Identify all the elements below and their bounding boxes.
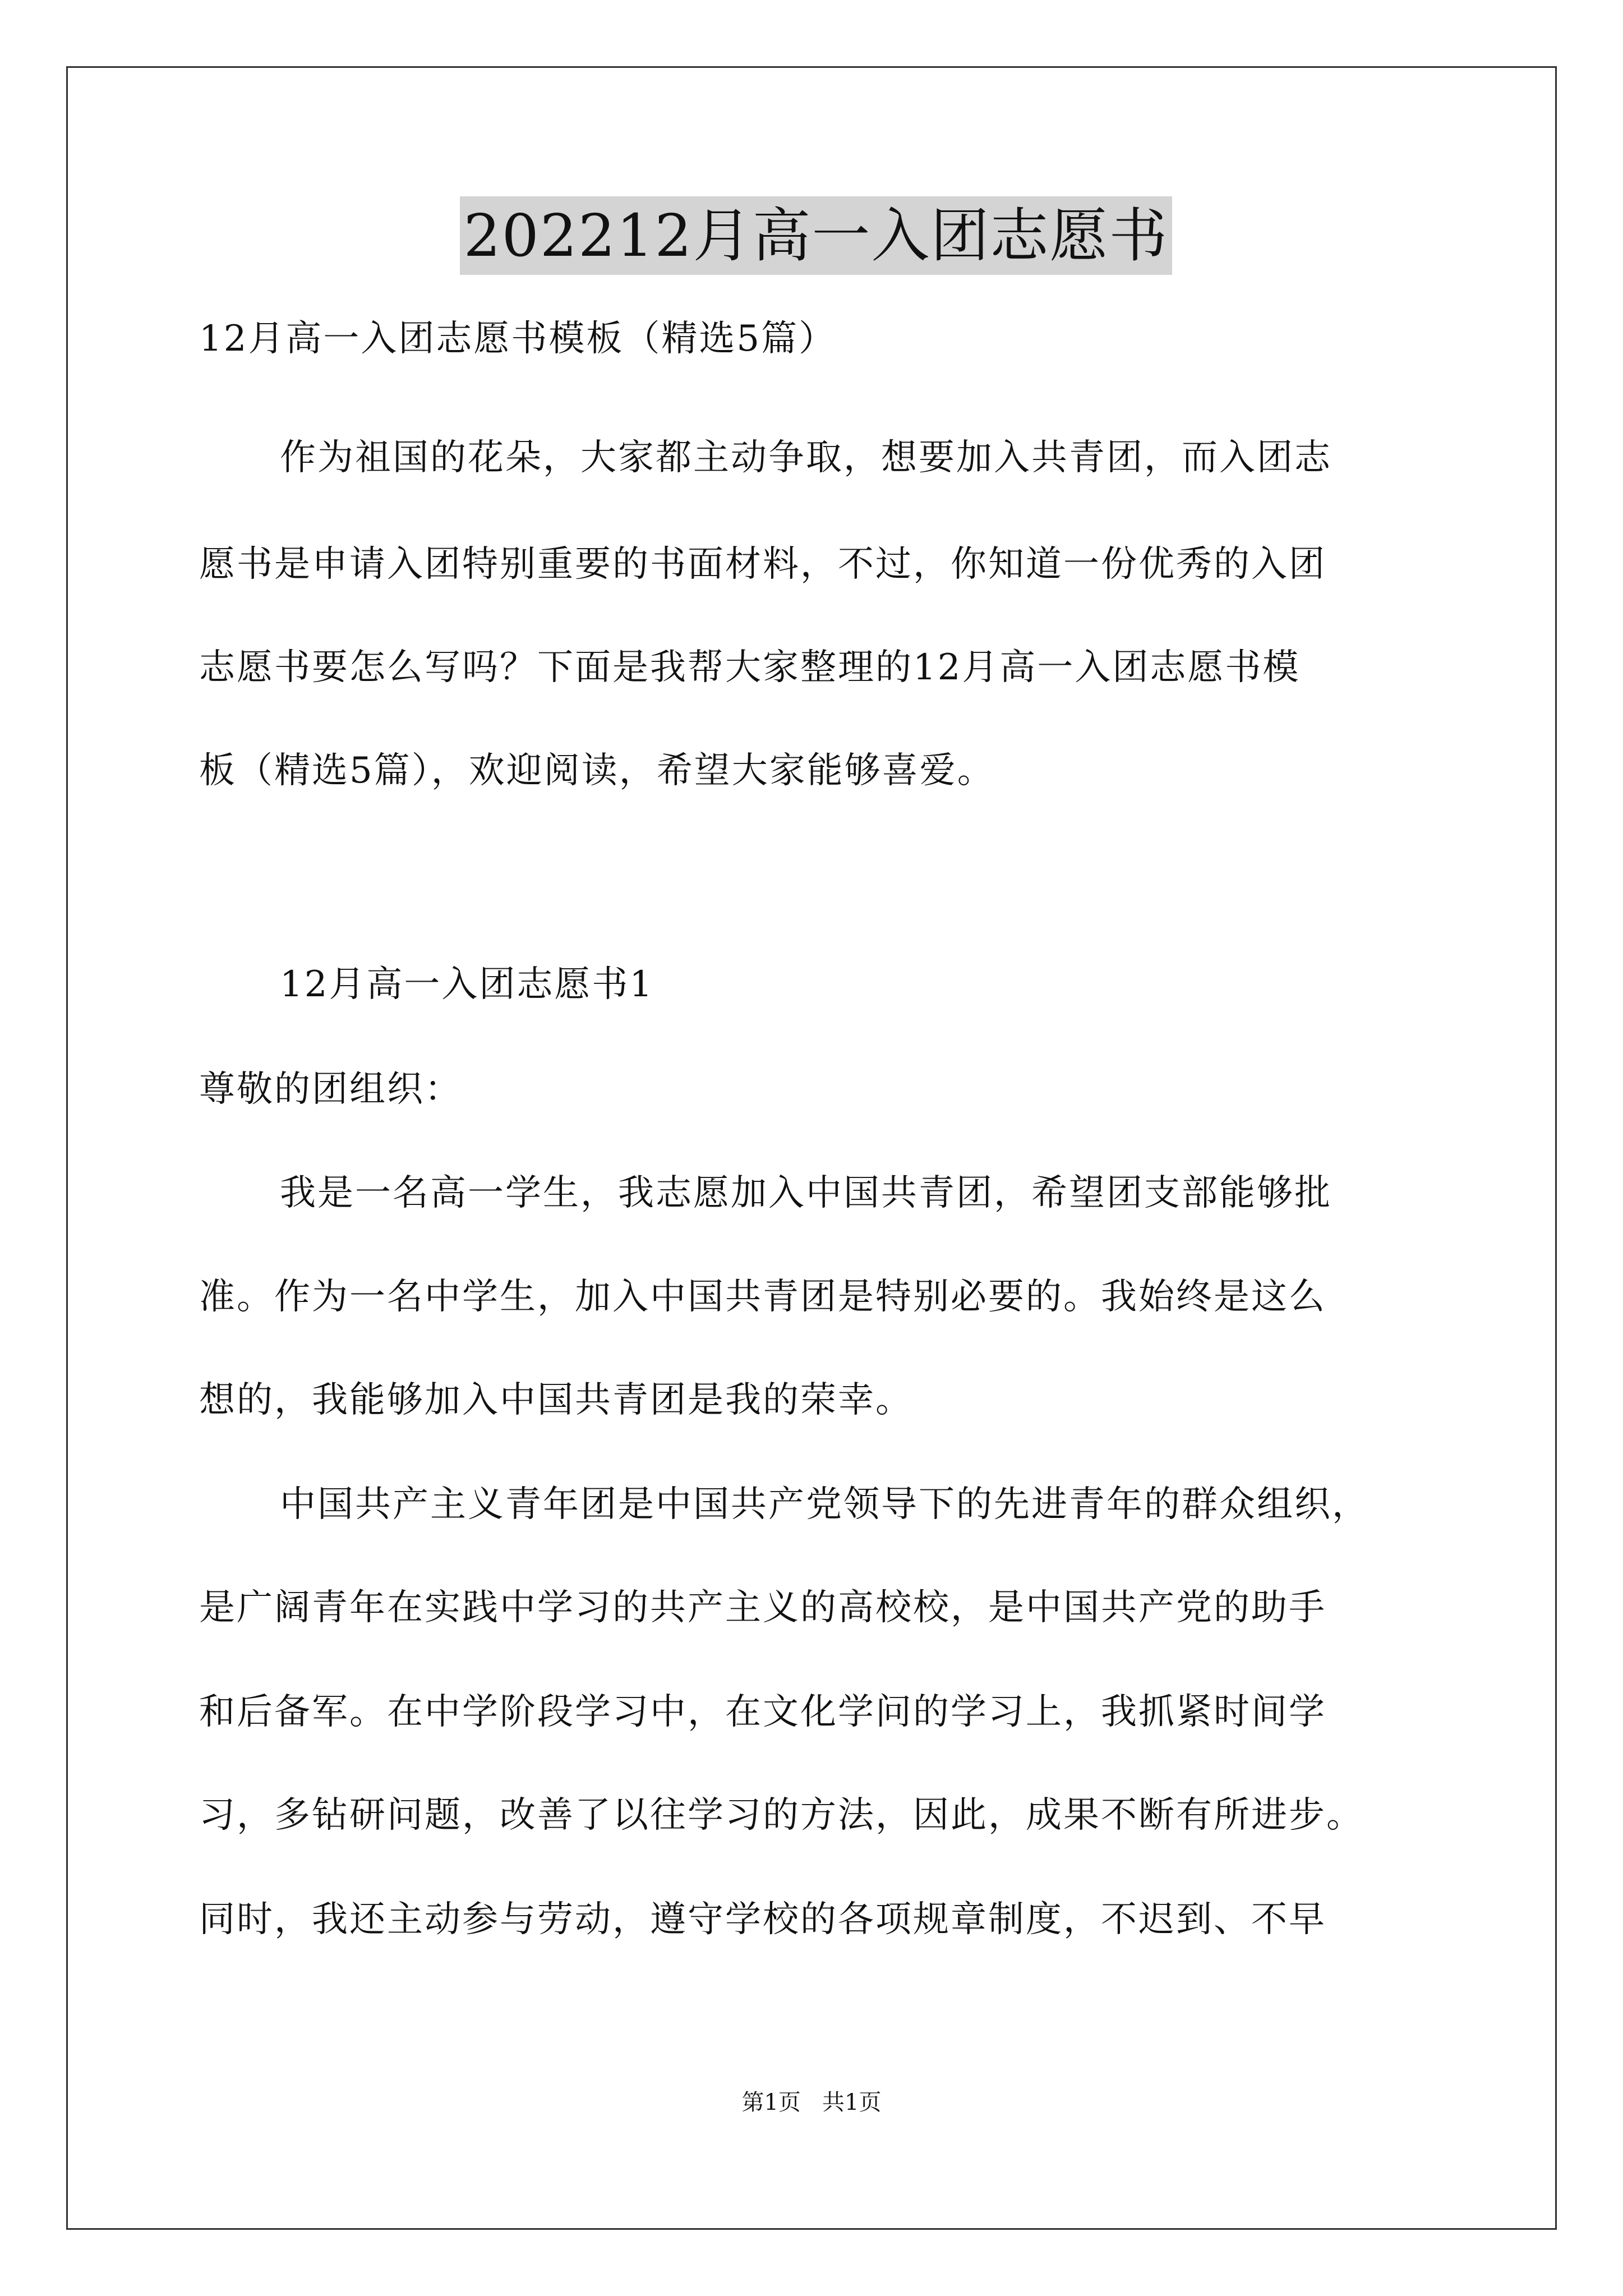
para2-line-4: 习，多钻研问题，改善了以往学习的方法，因此，成果不断有所进步。 [199,1795,1364,1836]
salutation: 尊敬的团组织： [199,1069,462,1110]
page-footer: 第1页 共1页 [741,2090,882,2115]
para2-line-5: 同时，我还主动参与劳动，遵守学校的各项规章制度，不迟到、不早 [199,1899,1326,1940]
intro-line-3: 志愿书要怎么写吗？下面是我帮大家整理的12月高一入团志愿书模 [199,647,1301,688]
document-subtitle: 12月高一入团志愿书模板（精选5篇） [199,318,837,360]
para2-line-1: 中国共产主义青年团是中国共产党领导下的先进青年的群众组织， [280,1484,1370,1525]
intro-line-4: 板（精选5篇），欢迎阅读，希望大家能够喜爱。 [199,750,995,792]
title-block [199,196,1433,275]
intro-line-1: 作为祖国的花朵，大家都主动争取，想要加入共青团，而入团志 [280,437,1332,478]
para2-line-3: 和后备军。在中学阶段学习中，在文化学问的学习上，我抓紧时间学 [199,1691,1326,1733]
para1-line-2: 准。作为一名中学生，加入中国共青团是特别必要的。我始终是这么 [199,1276,1326,1318]
intro-line-2: 愿书是申请入团特别重要的书面材料，不过，你知道一份优秀的入团 [199,544,1326,585]
document-title: 202212月高一入团志愿书 [460,196,1172,275]
para2-line-2: 是广阔青年在实践中学习的共产主义的高校校，是中国共产党的助手 [199,1587,1326,1628]
para1-line-3: 想的，我能够加入中国共青团是我的荣幸。 [199,1379,913,1421]
para1-line-1: 我是一名高一学生，我志愿加入中国共青团，希望团支部能够批 [280,1172,1332,1214]
section-heading: 12月高一入团志愿书1 [280,964,654,1005]
